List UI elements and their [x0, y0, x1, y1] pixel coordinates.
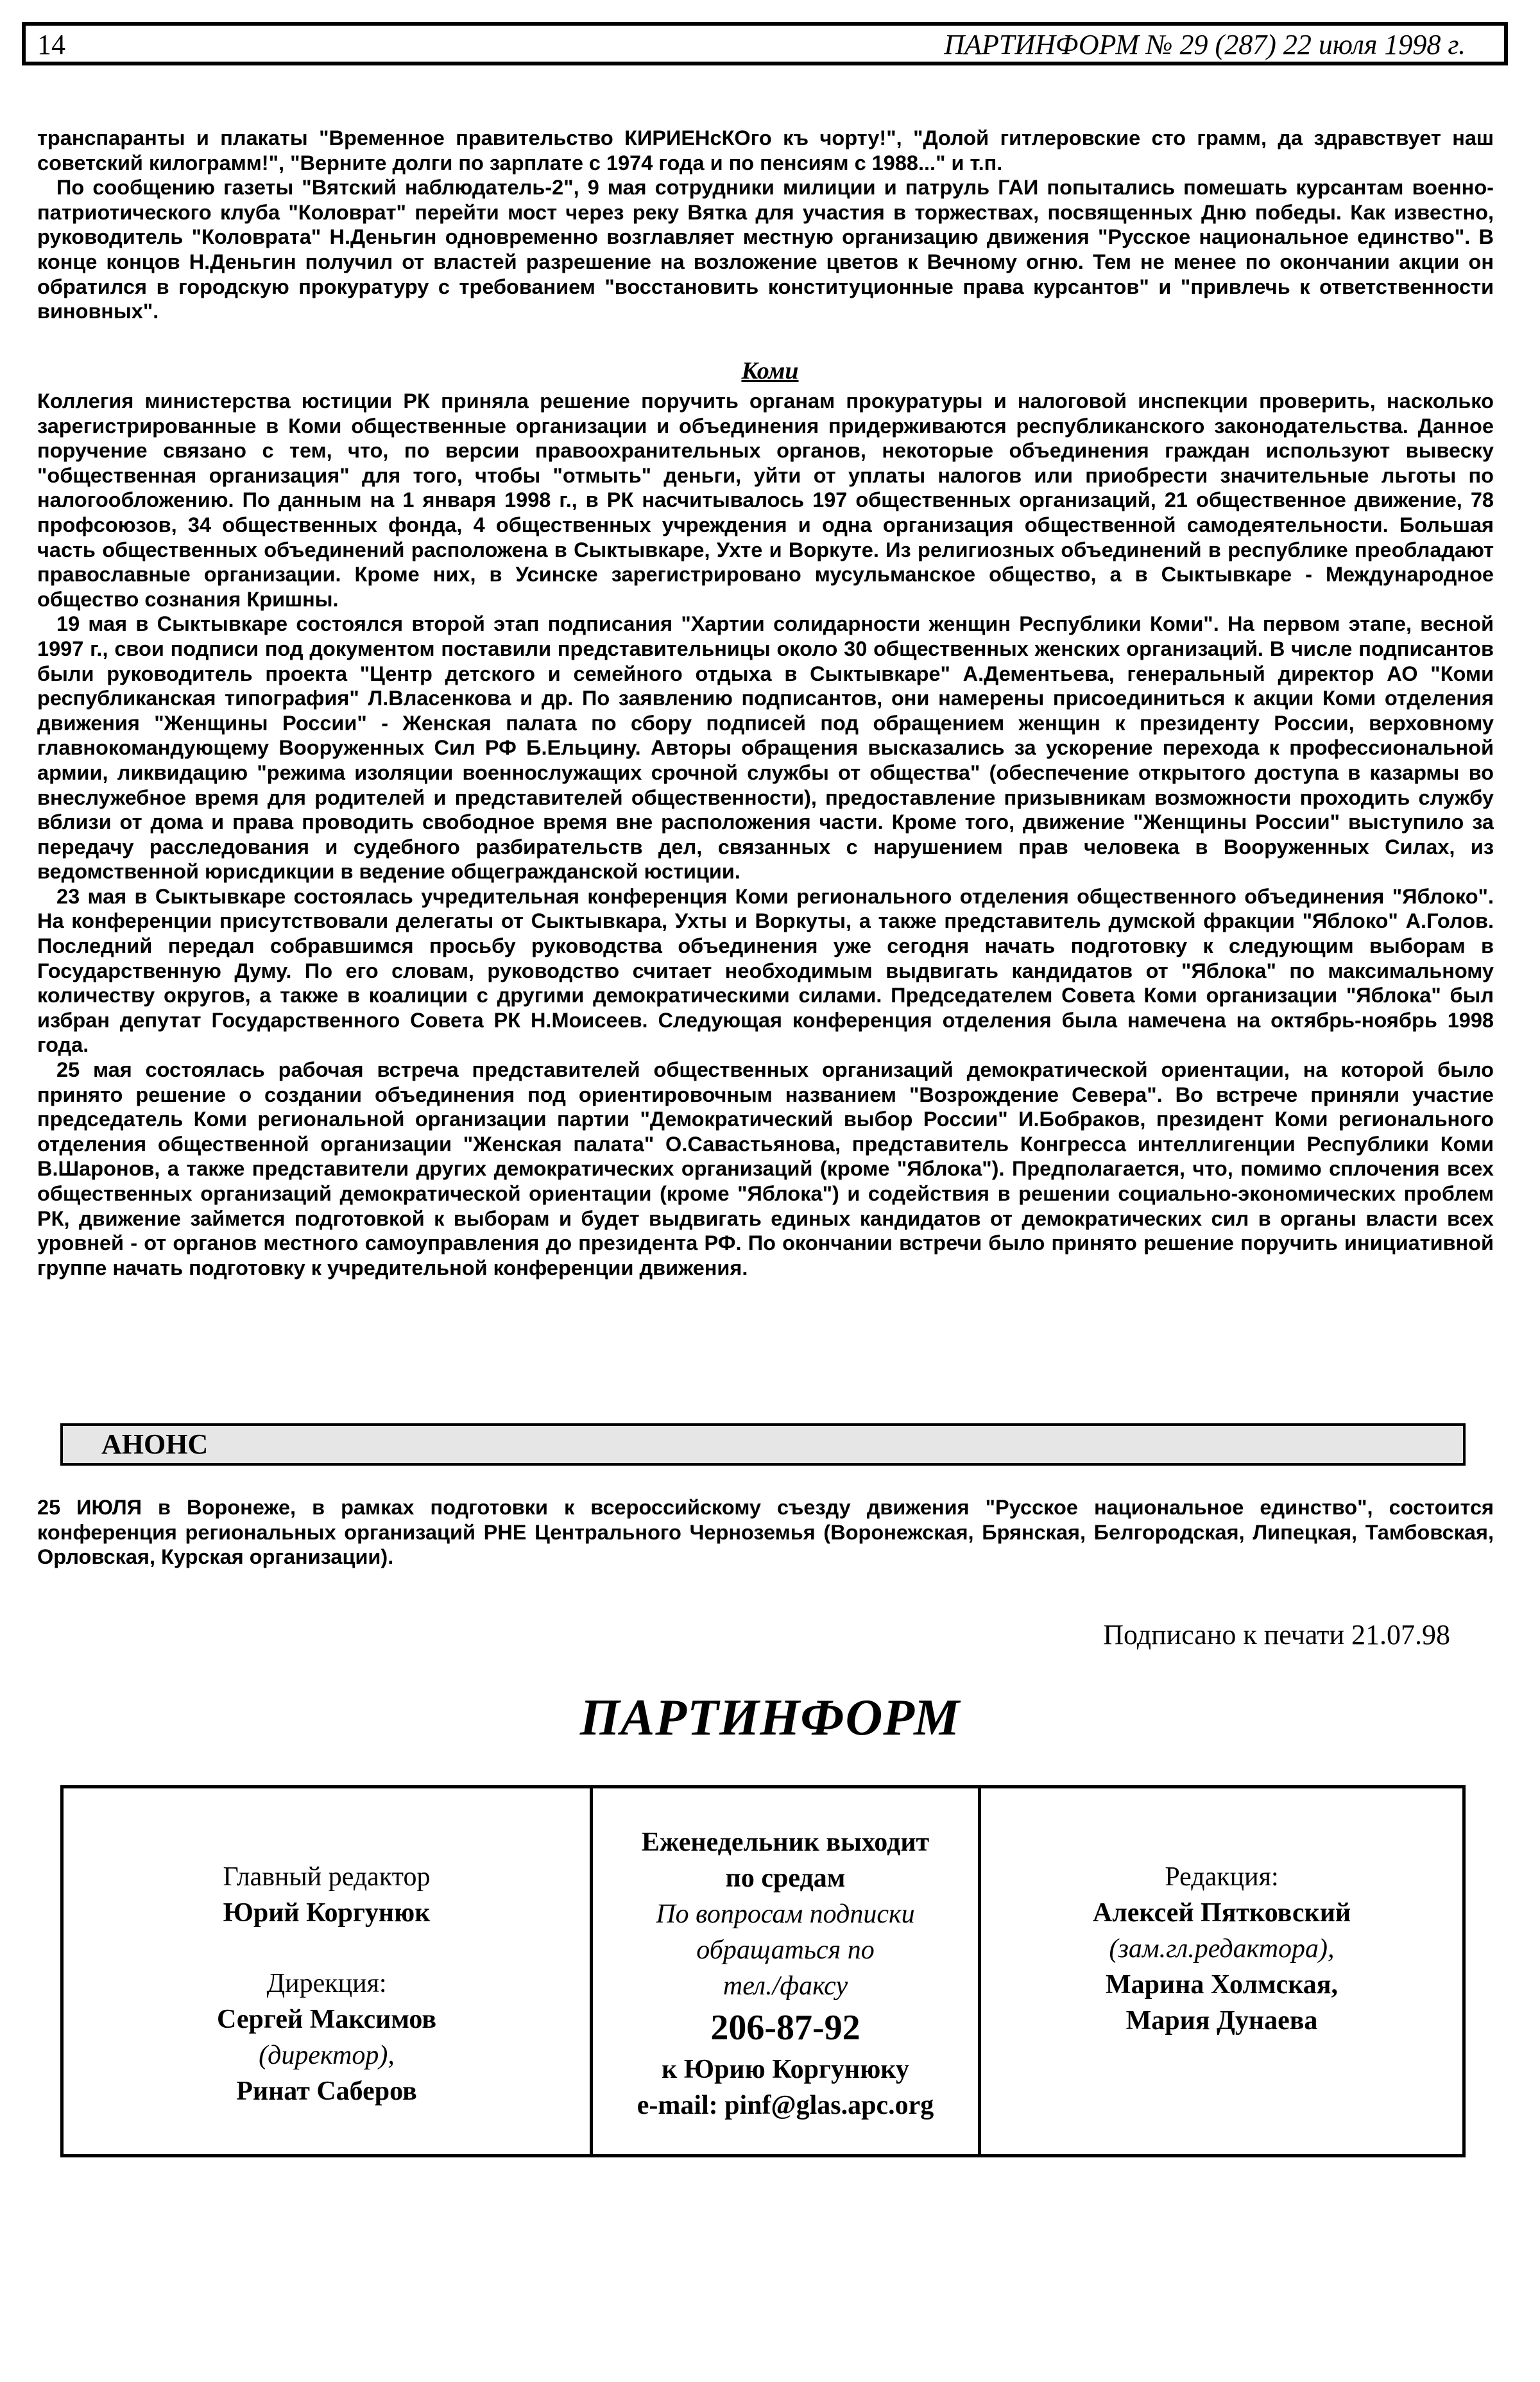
editorial-role-1: (зам.гл.редактора), [1109, 1934, 1335, 1964]
anons-heading: АНОНС [60, 1423, 1466, 1466]
second-director-name: Ринат Саберов [236, 2077, 417, 2106]
weekly-line: Еженедельник выходит [641, 1828, 930, 1857]
issue-title: ПАРТИНФОРМ № 29 (287) 22 июля 1998 г. [944, 29, 1466, 60]
signed-to-print: Подписано к печати 21.07.98 [1103, 1619, 1450, 1650]
email-address: e-mail: pinf@glas.apc.org [637, 2091, 934, 2120]
intro-paragraph-1: транспаранты и плакаты "Временное правительство КИРИЕНсКОго къ чорту!", "Долой гитлеровские сто грамм, да здравствует наш советский килограмм!", "Верните долги по зарплате с 1974 года и по пенсиям с 1988..." и т.п. [37, 126, 1494, 175]
subscription-line-1: По вопросам подписки [656, 1899, 915, 1929]
anons-text [37, 1495, 1494, 1570]
contact-person: к Юрию Коргунюку [662, 2055, 909, 2084]
phone-number: 206-87-92 [710, 2008, 860, 2048]
editorial-name-2: Марина Холмская, [1106, 1970, 1338, 2000]
page-header [22, 22, 1508, 65]
credits-column-editor [64, 1788, 590, 2154]
editorial-label: Редакция: [1165, 1862, 1279, 1892]
wednesday-line: по средам [725, 1864, 846, 1893]
subscription-line-2: обращаться по [696, 1935, 875, 1965]
direction-label: Дирекция: [266, 1969, 387, 1998]
page-number: 14 [37, 29, 65, 60]
credits-column-editorial [981, 1788, 1462, 2154]
intro-paragraph-2: По сообщению газеты "Вятский наблюдатель-2", 9 мая сотрудники милиции и патруль ГАИ попытались помешать курсантам военно-патриотического клуба "Коловрат" перейти мост через реку Вятка для участия в торжествах, посвященных Дню победы. Как известно, руководитель "Коловрата" Н.Деньгин одновременно возглавляет местную организацию движения "Русское национальное единство". В конце концов Н.Деньгин получил от властей разрешение на возложение цветов к Вечному огню. Тем не менее по окончании акции он обратился в городскую прокуратуру с требованием "восстановить конституционные права курсантов" и "привлечь к ответственности виновных". [37, 176, 1494, 323]
komi-paragraph-4: 25 мая состоялась рабочая встреча представителей общественных организаций демократической ориентации, на которой было принято решение о создании объединения под ориентировочным названием "Возрождение Севера". Во встрече приняли участие председатель Коми региональной организации партии "Демократический выбор России" И.Бобраков, президент Коми регионального отделения общественной организации "Женская палата" О.Савастьянова, представитель Конгресса интеллигенции Республики Коми В.Шаронов, а также представители других демократических организаций (кроме "Яблока"). Предполагается, что, помимо сплочения всех общественных организаций демократической ориентации (кроме "Яблока") и содействия в решении социально-экономических проблем РК, движение займется подготовкой к выборам и будет выдвигать единых кандидатов от демократических сил в органы власти всех уровней - от органов местного самоуправления до президента РФ. По окончании встречи было принято решение поручить инициативной группе начать подготовку к учредительной конференции движения. [37, 1058, 1494, 1280]
editor-label: Главный редактор [223, 1862, 431, 1892]
subscription-line-3: тел./факсу [723, 1971, 848, 2001]
komi-paragraph-1: Коллегия министерства юстиции РК приняла решение поручить органам прокуратуры и налоговой инспекции проверить, насколько зарегистрированные в Коми общественные организации и объединения придерживаются республиканского законодательства. Данное поручение связано с тем, что, по версии правоохранительных органов, некоторые объединения граждан используют вывеску "общественная организация" для того, чтобы "отмыть" деньги, уйти от уплаты налогов или приобрести значительные льготы по налогообложению. По данным на 1 января 1998 г., в РК насчитывалось 197 общественных организаций, 21 общественное движение, 78 профсоюзов, 34 общественных фонда, 4 общественных учреждения и одна организация общественной самодеятельности. Большая часть общественных объединений расположена в Сыктывкаре, Ухте и Воркуте. Из религиозных объединений в республике преобладают православные организации. Кроме них, в Усинске зарегистрировано мусульманское общество, а в Сыктывкаре - Международное общество сознания Кришны. [37, 390, 1494, 611]
credits-box [60, 1785, 1466, 2157]
anons-paragraph: 25 ИЮЛЯ в Воронеже, в рамках подготовки к всероссийскому съезду движения "Русское национальное единство", состоится конференция региональных организаций РНЕ Центрального Черноземья (Воронежская, Брянская, Белгородская, Липецкая, Тамбовская, Орловская, Курская организации). [37, 1496, 1494, 1569]
credits-column-subscription [590, 1788, 981, 2154]
masthead-title: ПАРТИНФОРМ [579, 1690, 961, 1746]
editorial-name-3: Мария Дунаева [1125, 2006, 1318, 2035]
komi-paragraph-2: 19 мая в Сыктывкаре состоялся второй этап подписания "Хартии солидарности женщин Республики Коми". На первом этапе, весной 1997 г., свои подписи под документом поставили представительницы около 30 общественных женских организаций. В числе подписантов были руководитель проекта "Центр детского и семейного отдыха в Сыктывкаре" А.Дементьева, генеральный директор АО "Коми республиканская типография" Л.Власенкова и др. По заявлению подписантов, они намерены присоединиться к акции Коми отделения движения "Женщины России" - Женская палата по сбору подписей под обращением женщин к президенту России, верховному главнокомандующему Вооруженных Сил РФ Б.Ельцину. Авторы обращения высказались за ускорение перехода к профессиональной армии, ликвидацию "режима изоляции военнослужащих срочной службы от общества" (обеспечение открытого доступа в казармы во внеслужебное время для родителей и представителей общественности), предоставление призывникам возможности проходить службу вблизи от дома и права проводить свободное время вне расположения части. Кроме того, движение "Женщины России" выступило за передачу расследования и судебного разбирательств дел, связанных с нарушением прав человека в Вооруженных Силах, из ведомственной юрисдикции в ведение общегражданской юстиции. [37, 612, 1494, 884]
komi-text [37, 389, 1494, 1280]
director-role: (директор), [259, 2041, 395, 2070]
director-name: Сергей Максимов [216, 2005, 437, 2034]
intro-text [37, 126, 1494, 324]
section-title-komi: Коми [741, 357, 799, 384]
komi-paragraph-3: 23 мая в Сыктывкаре состоялась учредительная конференция Коми регионального отделения общественного объединения "Яблоко". На конференции присутствовали делегаты от Сыктывкара, Ухты и Воркуты, а также представитель думской фракции "Яблоко" А.Голов. Последний передал собравшимся просьбу руководства объединения уже сегодня начать подготовку к следующим выборам в Государственную Думу. По его словам, руководство считает необходимым выдвигать кандидатов от "Яблока" по максимальному количеству округов, а также в коалиции с другими демократическими силами. Председателем Совета Коми организации "Яблока" был избран депутат Государственного Совета РК Н.Моисеев. Следующая конференция отделения была намечена на октябрь-ноябрь 1998 года. [37, 884, 1494, 1057]
editorial-name-1: Алексей Пятковский [1092, 1898, 1351, 1928]
editor-name: Юрий Коргунюк [223, 1898, 431, 1928]
